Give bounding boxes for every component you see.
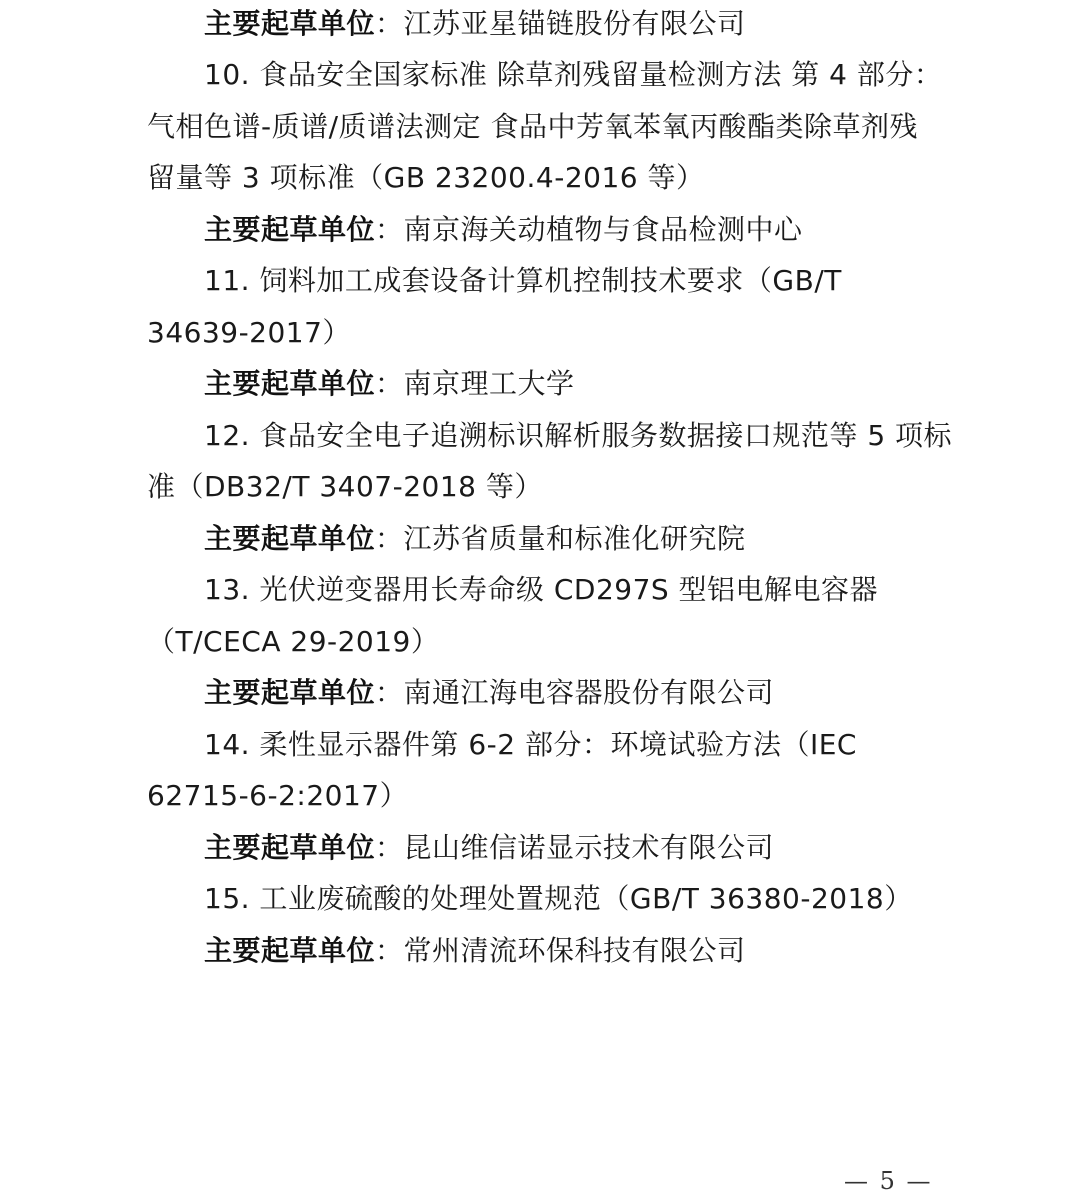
standard-item-12-line-2: 准（DB32/T 3407-2018 等） (147, 470, 543, 503)
drafting-unit-value: 江苏省质量和标准化研究院 (403, 522, 746, 555)
drafting-unit-line (204, 675, 774, 711)
standard-item-13-line-1: 13. 光伏逆变器用长寿命级 CD297S 型铝电解电容器 (204, 573, 879, 606)
drafting-unit-label: 主要起草单位 (204, 213, 376, 246)
standard-item-14-line-2: 62715-6-2:2017） (147, 779, 409, 812)
separator: ： (375, 7, 404, 40)
drafting-unit-line (204, 521, 746, 557)
drafting-unit-line (204, 933, 746, 969)
standard-item-15-line-1: 15. 工业废硫酸的处理处置规范（GB/T 36380-2018） (204, 882, 913, 915)
drafting-unit-label: 主要起草单位 (204, 934, 376, 967)
standard-item-10-line-1: 10. 食品安全国家标准 除草剂残留量检测方法 第 4 部分： (204, 58, 943, 91)
drafting-unit-label: 主要起草单位 (204, 367, 376, 400)
drafting-unit-label: 主要起草单位 (204, 676, 376, 709)
drafting-unit-label: 主要起草单位 (204, 7, 376, 40)
drafting-unit-value: 昆山维信诺显示技术有限公司 (403, 831, 775, 864)
separator: ： (375, 676, 404, 709)
standard-item-11-line-1: 11. 饲料加工成套设备计算机控制技术要求（GB/T (204, 264, 842, 297)
drafting-unit-line (204, 366, 575, 402)
drafting-unit-label: 主要起草单位 (204, 522, 376, 555)
drafting-unit-value: 常州清流环保科技有限公司 (403, 934, 746, 967)
drafting-unit-line (204, 830, 774, 866)
drafting-unit-value: 江苏亚星锚链股份有限公司 (403, 7, 746, 40)
page-number: — 5 — (844, 1167, 933, 1195)
separator: ： (375, 213, 404, 246)
standard-item-13-line-2: （T/CECA 29-2019） (147, 625, 440, 658)
separator: ： (375, 934, 404, 967)
standard-item-12-line-1: 12. 食品安全电子追溯标识解析服务数据接口规范等 5 项标 (204, 419, 953, 452)
separator: ： (375, 522, 404, 555)
standard-item-14-line-1: 14. 柔性显示器件第 6-2 部分：环境试验方法（IEC (204, 728, 857, 761)
standard-item-10-line-3: 留量等 3 项标准（GB 23200.4-2016 等） (147, 161, 705, 194)
separator: ： (375, 831, 404, 864)
drafting-unit-value: 南京海关动植物与食品检测中心 (403, 213, 803, 246)
drafting-unit-line (204, 6, 746, 42)
standard-item-10-line-2: 气相色谱-质谱/质谱法测定 食品中芳氧苯氧丙酸酯类除草剂残 (147, 110, 918, 143)
drafting-unit-value: 南通江海电容器股份有限公司 (403, 676, 775, 709)
separator: ： (375, 367, 404, 400)
drafting-unit-line (204, 212, 803, 248)
standard-item-11-line-2: 34639-2017） (147, 316, 351, 349)
drafting-unit-value: 南京理工大学 (403, 367, 575, 400)
drafting-unit-label: 主要起草单位 (204, 831, 376, 864)
